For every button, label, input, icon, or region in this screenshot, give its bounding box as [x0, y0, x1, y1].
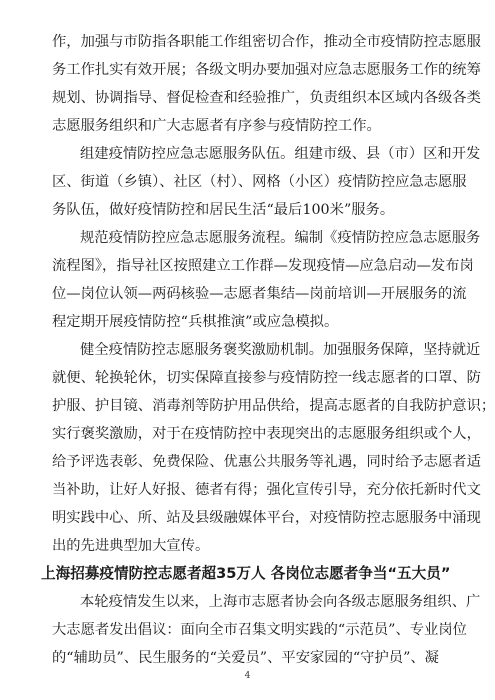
text-line: 健全疫情防控志愿服务褒奖激励机制。加强服务保障，坚持就近: [80, 342, 481, 358]
text-line: 流程图》，指导社区按照建立工作群—发现疫情—应急启动—发布岗: [52, 258, 474, 274]
text-line: 区、街道（乡镇）、社区（村）、网格（小区）疫情防控应急志愿服: [52, 174, 467, 190]
text-line: 规范疫情防控应急志愿服务流程。编制《疫情防控应急志愿服务: [80, 230, 481, 246]
text-line: 位—岗位认领—两码核验—志愿者集结—岗前培训—开展服务的流: [52, 286, 467, 302]
text-line: 实行褒奖激励，对于在疫情防控中表现突出的志愿服务组织或个人，: [52, 426, 481, 442]
text-line: 本轮疫情发生以来，上海市志愿者协会向各级志愿服务组织、广: [80, 594, 481, 610]
text-line: 组建疫情防控应急志愿服务队伍。组建市级、县（市）区和开发: [80, 146, 481, 162]
document-body: [41, 28, 495, 672]
paragraph-incentive-mechanism: [52, 336, 495, 560]
paragraph-service-process: [52, 224, 481, 336]
paragraph-coordination: [52, 28, 481, 140]
text-line: 护服、护目镜、消毒剂等防护用品供给，提高志愿者的自我防护意识；: [52, 398, 495, 414]
paragraph-volunteer-teams: [52, 140, 481, 224]
text-line: 就便、轮换轮休，切实保障直接参与疫情防控一线志愿者的口罩、防: [52, 370, 481, 386]
text-line: 的“辅助员”、民生服务的“关爱员”、平安家园的“守护员”、凝: [52, 650, 439, 666]
text-line: 务工作扎实有效开展；各级文明办要加强对应急志愿服务工作的统筹: [52, 62, 481, 78]
text-line: 给予评选表彰、免费保险、优惠公共服务等礼遇，同时给予志愿者适: [52, 454, 481, 470]
text-line: 作，加强与市防指各职能工作组密切合作，推动全市疫情防控志愿服: [52, 34, 481, 50]
paragraph-shanghai-initiative: [52, 588, 481, 672]
page-number: 4: [244, 671, 251, 681]
text-line: 明实践中心、所、站及县级融媒体平台，对疫情防控志愿服务中涌现: [52, 510, 481, 526]
text-line: 务队伍，做好疫情防控和居民生活“最后100米”服务。: [52, 202, 395, 218]
text-line: 志愿服务组织和广大志愿者有序参与疫情防控工作。: [52, 118, 381, 134]
text-line: 当补助，让好人好报、德者有得；强化宣传引导，充分依托新时代文: [52, 482, 481, 498]
text-line: 大志愿者发出倡议：面向全市召集文明实践的“示范员”、专业岗位: [52, 622, 467, 638]
text-line: 规划、协调指导、督促检查和经验推广，负责组织本区域内各级各类: [52, 90, 481, 106]
section-heading: 上海招募疫情防控志愿者超35万人 各岗位志愿者争当“五大员”: [41, 565, 451, 582]
text-line: 程定期开展疫情防控“兵棋推演”或应急模拟。: [52, 314, 339, 330]
text-line: 出的先进典型加大宣传。: [52, 538, 210, 554]
